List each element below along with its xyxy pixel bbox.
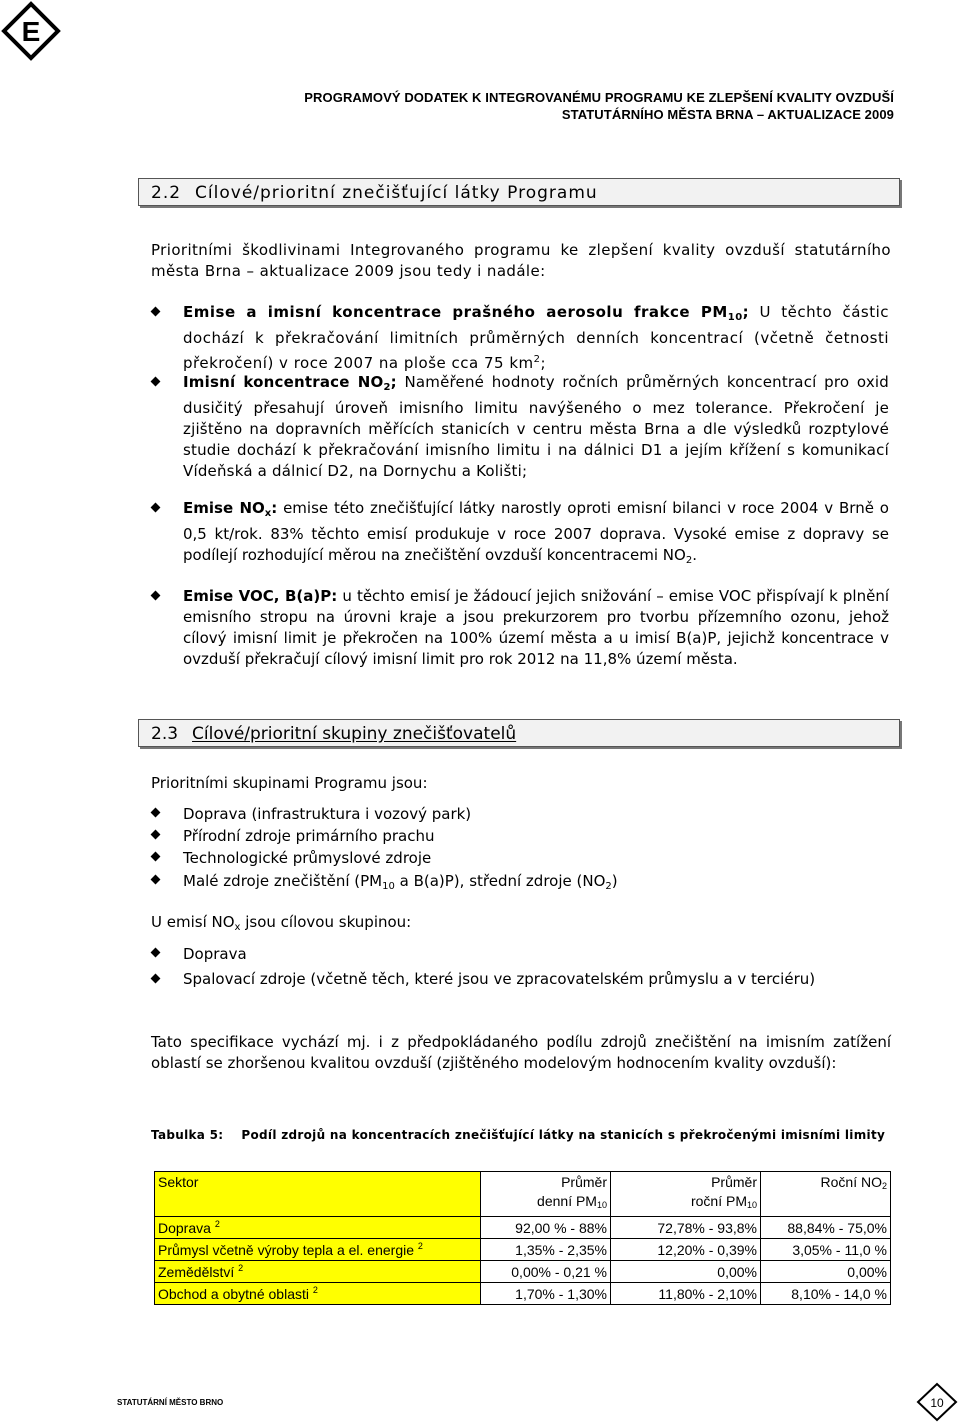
bullet-icon	[151, 875, 161, 885]
item-text: u těchto emisí je žádoucí jejich snižování – emise VOC přispívají k plnění emisního stropu na úrovni kraje a jsou prekurzorem pro tvorbu přízemního ozonu, jehož cílový imisní limit je překročen na 100% území města a u imisí B(a)P, jejichž koncentrace v ovzduší překračují cílový imisní limit pro rok 2012 na 11,8% území města.	[183, 587, 889, 668]
section-number: 2.2	[151, 183, 182, 203]
section-heading-2-2	[138, 178, 900, 206]
bullet-icon	[151, 852, 161, 862]
closing-paragraph: Tato specifikace vychází mj. i z předpokládaného podílu zdrojů znečištění na imisním zatížení oblastí se zhoršenou kvalitou ovzduší (zjištěného modelovým hodnocením kvality ovzduší):	[151, 1033, 891, 1072]
list-item: Přírodní zdroje primárního prachu	[183, 825, 889, 847]
row-daily: 0,00% - 0,21 %	[481, 1261, 611, 1283]
item-label: Imisní koncentrace $NO_2$;	[183, 373, 397, 393]
bullet-icon	[151, 307, 161, 317]
list-item: Technologické průmyslové zdroje	[183, 847, 889, 869]
caption-label: Tabulka 5:	[151, 1128, 224, 1142]
row-annual: 11,80% - 2,10%	[611, 1283, 761, 1305]
bullet-icon	[151, 948, 161, 958]
table-row	[155, 1239, 891, 1261]
section-number: 2.3	[151, 724, 179, 744]
table-header-row	[155, 1172, 891, 1217]
table-row	[155, 1261, 891, 1283]
item-text: emise této znečišťující látky narostly oproti emisní bilanci v roce 2004 v Brně o 0,5 kt/rok. 83% těchto emisí produkuje v roce 2007 doprava. Vysoké emise z dopravy se podílejí rozhodující měrou na znečištění ovzduší koncentracemi NO	[183, 499, 889, 564]
row-no2: 88,84% - 75,0%	[761, 1217, 891, 1239]
header-sector: Sektor	[155, 1172, 481, 1217]
item-text: U těchto částic dochází k překračování limitních průměrných denních koncentrací (včetně četnosti překročení) v roce 2007 na ploše cca 75 km	[183, 303, 889, 372]
row-no2: 8,10% - 14,0 %	[761, 1283, 891, 1305]
list-item	[183, 586, 889, 670]
list-item: Emise a imisní koncentrace prašného aerosolu frakce $PM_{10}$; U těchto částic dochází k překračování limitních průměrných denních koncentrací (včetně četnosti překročení) v roce 2007 na ploše cca 75 $km^2$;	[183, 302, 889, 374]
row-no2: 0,00%	[761, 1261, 891, 1283]
item-text: Naměřené hodnoty ročních průměrných koncentrací pro oxid dusičitý přesahují úroveň imisního limitu navýšeného o mez tolerance.	[183, 373, 889, 417]
nox-intro: U emisí $NO_x$ jsou cílovou skupinou:	[151, 913, 412, 933]
row-sector: Obchod a obytné oblasti $^2$	[155, 1283, 481, 1305]
section-title: Cílové/prioritní znečišťující látky Programu	[195, 183, 598, 203]
table-caption	[151, 1126, 891, 1144]
row-no2: 3,05% - 11,0 %	[761, 1239, 891, 1261]
list-item: Spalovací zdroje (včetně těch, které jsou ve zpracovatelském průmyslu a v terciéru)	[183, 969, 889, 990]
bullet-icon	[151, 830, 161, 840]
item-label: Emise $NO_x$:	[183, 499, 278, 519]
header-annual: Průměr roční PM10	[611, 1172, 761, 1217]
bullet-icon	[151, 808, 161, 818]
row-sector: Průmysl včetně výroby tepla a el. energie $^2$	[155, 1239, 481, 1261]
item-label: Emise VOC, B(a)P:	[183, 587, 338, 605]
list-item: Emise $NO_x$: emise této znečišťující látky narostly oproti emisní bilanci v roce 2004 v Brně o 0,5 kt/rok. 83% těchto emisí produkuje v roce 2007 doprava. Vysoké emise z dopravy se podílejí rozhodující měrou na znečištění ovzduší koncentracemi $NO_2$.	[183, 498, 889, 571]
bullet-icon	[151, 503, 161, 513]
section-intro: Prioritními škodlivinami Integrovaného programu ke zlepšení kvality ovzduší statutárního města Brna – aktualizace 2009 jsou tedy i nadále:	[151, 241, 891, 280]
table-row	[155, 1217, 891, 1239]
list-item	[183, 372, 889, 482]
caption-text: Podíl zdrojů na koncentracích znečišťující látky na stanicích s překročenými imisními limity	[241, 1128, 886, 1142]
header-no2: Roční NO2	[761, 1172, 891, 1217]
header-daily: Průměr denní PM10	[481, 1172, 611, 1217]
item-text: Překročení je zjištěno na dopravních měřících stanicích v centru města Brna a dle výsledků rozptylové studie dochází k překračování imisního limitu i na dálnici D1 a jejím křížení s komunikací Vídeňská a dálnicí D2, na Dornychu a Kolišti;	[183, 399, 889, 480]
table-row	[155, 1283, 891, 1305]
logo	[0, 0, 62, 62]
data-table	[154, 1171, 891, 1305]
section-heading-2-3	[138, 719, 900, 747]
header-subtitle: STATUTÁRNÍHO MĚSTA BRNA – AKTUALIZACE 2009	[561, 107, 894, 122]
bullet-icon	[151, 591, 161, 601]
row-daily: 92,00 % - 88%	[481, 1217, 611, 1239]
row-annual: 12,20% - 0,39%	[611, 1239, 761, 1261]
row-daily: 1,35% - 2,35%	[481, 1239, 611, 1261]
bullet-icon	[151, 974, 161, 984]
header-title: PROGRAMOVÝ DODATEK K INTEGROVANÉMU PROGRAMU KE ZLEPŠENÍ KVALITY OVZDUŠÍ	[304, 90, 894, 105]
section-title: Cílové/prioritní skupiny znečišťovatelů	[192, 724, 517, 744]
list-item: Doprava	[183, 943, 889, 965]
page-number-badge	[916, 1382, 958, 1422]
list-item: Malé zdroje znečištění ($PM_{10}$ a B(a)P), střední zdroje $(NO_2)$	[183, 870, 889, 898]
footer-label: STATUTÁRNÍ MĚSTO BRNO	[117, 1398, 224, 1407]
item-label: Emise a imisní koncentrace prašného aerosolu frakce $PM_{10}$;	[183, 303, 750, 323]
bullet-icon	[151, 377, 161, 387]
page-number: 10	[930, 1396, 944, 1410]
row-sector: Doprava $^2$	[155, 1217, 481, 1239]
list-item: Doprava (infrastruktura i vozový park)	[183, 803, 889, 825]
row-annual: 72,78% - 93,8%	[611, 1217, 761, 1239]
logo-letter: E	[21, 16, 41, 47]
row-annual: 0,00%	[611, 1261, 761, 1283]
section-intro: Prioritními skupinami Programu jsou:	[151, 774, 428, 792]
row-sector: Zemědělství $^2$	[155, 1261, 481, 1283]
row-daily: 1,70% - 1,30%	[481, 1283, 611, 1305]
